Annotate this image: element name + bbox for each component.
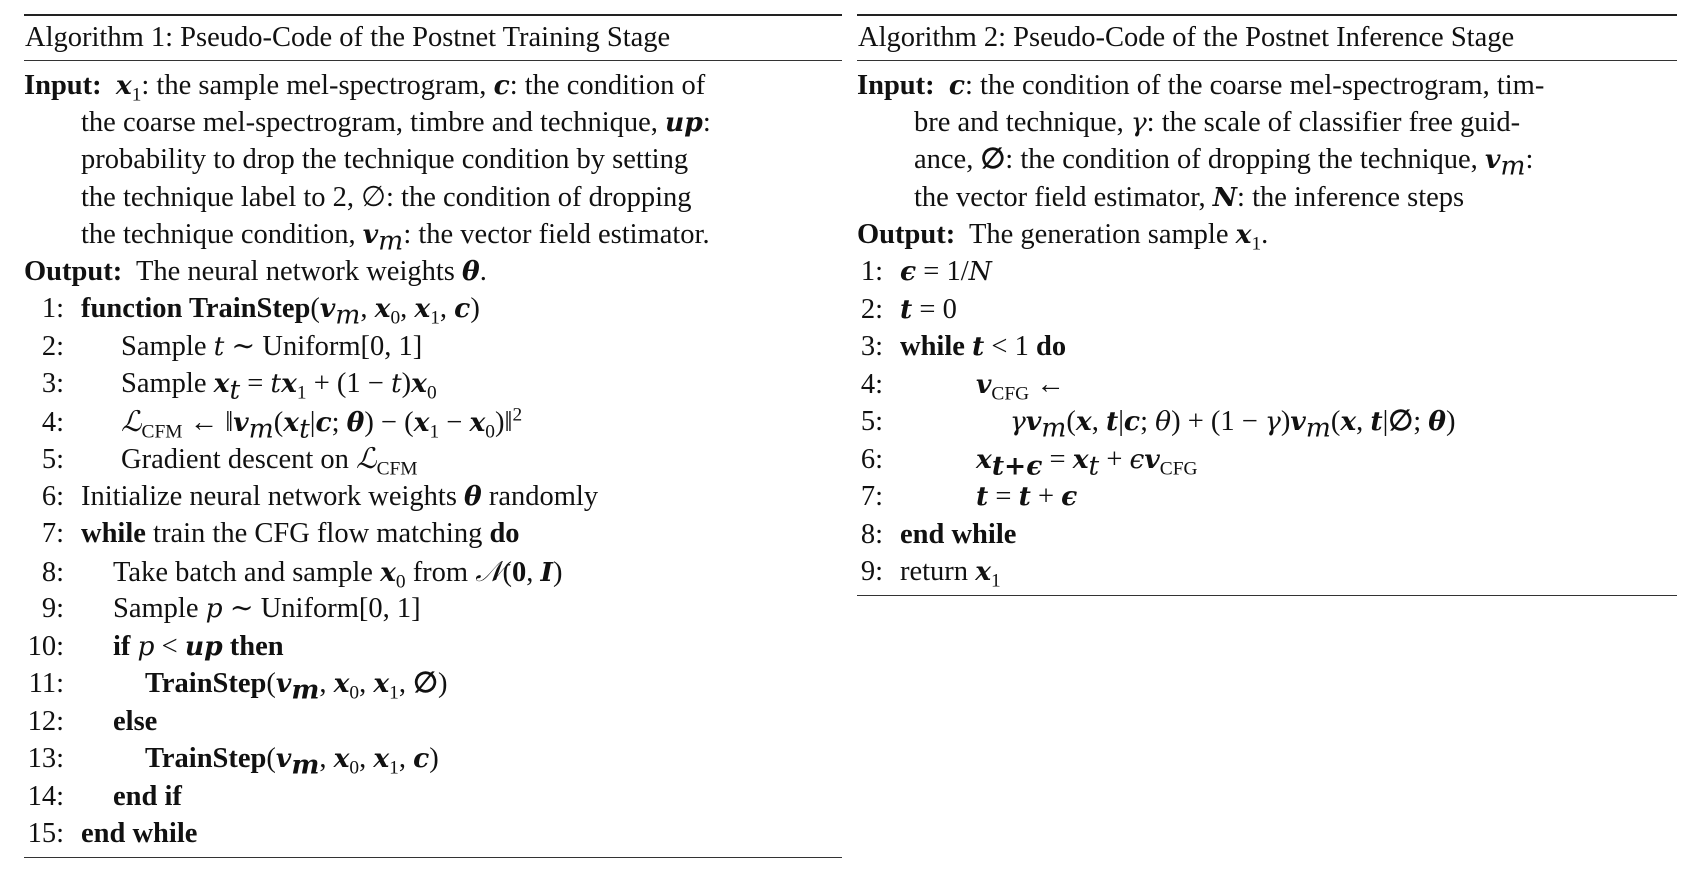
algorithm-title: Algorithm 2: Pseudo-Code of the Postnet Inference Stage bbox=[858, 22, 1515, 53]
line-5: 5: $\gamma v_m(x$, t|c; $\theta) + (1 - \gamma)v_m(x$, t|∅; θ) bbox=[860, 406, 1456, 444]
line-4: 4: $v_{CFG}$ ← bbox=[860, 368, 1065, 405]
algorithm-title: Algorithm 1: Pseudo-Code of the Postnet Training Stage bbox=[25, 22, 671, 53]
input-line-2: the coarse mel-spectrogram, timbre and technique, up: bbox=[81, 107, 711, 139]
line-6: 6: Initialize neural network weights θ randomly bbox=[41, 480, 599, 512]
line-14: 14: end if bbox=[27, 780, 182, 812]
line-9: 9: return $x_1$ bbox=[860, 556, 1001, 592]
input-section bbox=[24, 67, 842, 257]
input-line-3: probability to drop the technique condition by setting bbox=[81, 144, 689, 176]
line-1: 1: ϵ = 1/N bbox=[860, 256, 992, 288]
output-label: Output: bbox=[857, 218, 956, 250]
algorithm-lines bbox=[857, 253, 1677, 591]
output-label: Output: bbox=[24, 256, 123, 288]
input-label: Input: bbox=[857, 70, 935, 101]
line-12: 12: else bbox=[27, 705, 158, 737]
input-line-1: Input: $x_1$: the sample mel-spectrogram, c: the condition of bbox=[24, 70, 706, 106]
algorithm-2 bbox=[857, 0, 1677, 596]
line-8: 8: Take batch and sample $x_0$ from 𝒩(0, I) bbox=[41, 554, 563, 593]
input-line-3: ance, ∅: the condition of dropping the technique, $v_m$: bbox=[914, 144, 1534, 183]
algorithm-lines bbox=[24, 290, 842, 853]
input-line-4: the vector field estimator, N: the inference steps bbox=[914, 181, 1465, 213]
line-6: 6: $x_{t+\epsilon} = x_t + \epsilon v_{CFG}$ bbox=[860, 443, 1198, 482]
line-9: 9: Sample p ∼ Uniform[0, 1] bbox=[41, 593, 421, 625]
line-5: 5: Gradient descent on ℒ$_{CFM}$ bbox=[41, 442, 418, 480]
algorithm-1 bbox=[24, 0, 842, 858]
line-7: 7: while train the CFG flow matching do bbox=[41, 518, 520, 550]
line-7: 7: t = t + ϵ bbox=[860, 481, 1078, 513]
line-3: 3: while t < 1 do bbox=[860, 331, 1067, 363]
line-4: 4: ℒ$_{CFM}$ ← $‖v_m(x_t|c$; $\theta) - (x_1$ − $x_0)‖^2$ bbox=[41, 404, 523, 445]
input-line-1: Input: c: the condition of the coarse mel-spectrogram, tim- bbox=[857, 70, 1545, 101]
title-rule bbox=[857, 60, 1677, 61]
io-block bbox=[24, 67, 842, 290]
line-11: 11: $TrainStep(v_m$, $x_0$, $x_1$, ∅) bbox=[28, 668, 448, 706]
line-10: 10: if p < up then bbox=[27, 630, 284, 662]
bottom-rule bbox=[857, 595, 1677, 596]
input-line-4: the technique label to 2, ∅: the condition of dropping bbox=[81, 181, 692, 213]
line-8: 8: end while bbox=[860, 518, 1017, 550]
input-line-2: bre and technique, γ: the scale of classifier free guid- bbox=[914, 107, 1521, 139]
bottom-rule bbox=[24, 857, 842, 858]
line-3: 3: Sample $x_t = tx_1 + (1 - t)x_0$ bbox=[41, 368, 437, 406]
input-label: Input: bbox=[24, 70, 102, 101]
line-2: 2: Sample t ∼ Uniform[0, 1] bbox=[41, 330, 423, 362]
output-section: Output: The neural network weights θ. bbox=[24, 256, 487, 288]
title-rule bbox=[24, 60, 842, 61]
line-13: 13: $TrainStep(v_m$, $x_0$, $x_1$, c) bbox=[27, 743, 439, 781]
line-1: 1: function $TrainStep(v_m$, $x_0$, $x_1$, c) bbox=[41, 293, 480, 331]
output-section: Output: The generation sample $x_1$. bbox=[857, 218, 1269, 255]
io-block bbox=[857, 67, 1677, 253]
line-2: 2: t = 0 bbox=[860, 293, 957, 325]
line-15: 15: end while bbox=[27, 818, 198, 850]
input-section bbox=[857, 67, 1677, 216]
input-line-5: the technique condition, $v_m$: the vector field estimator. bbox=[81, 218, 710, 257]
